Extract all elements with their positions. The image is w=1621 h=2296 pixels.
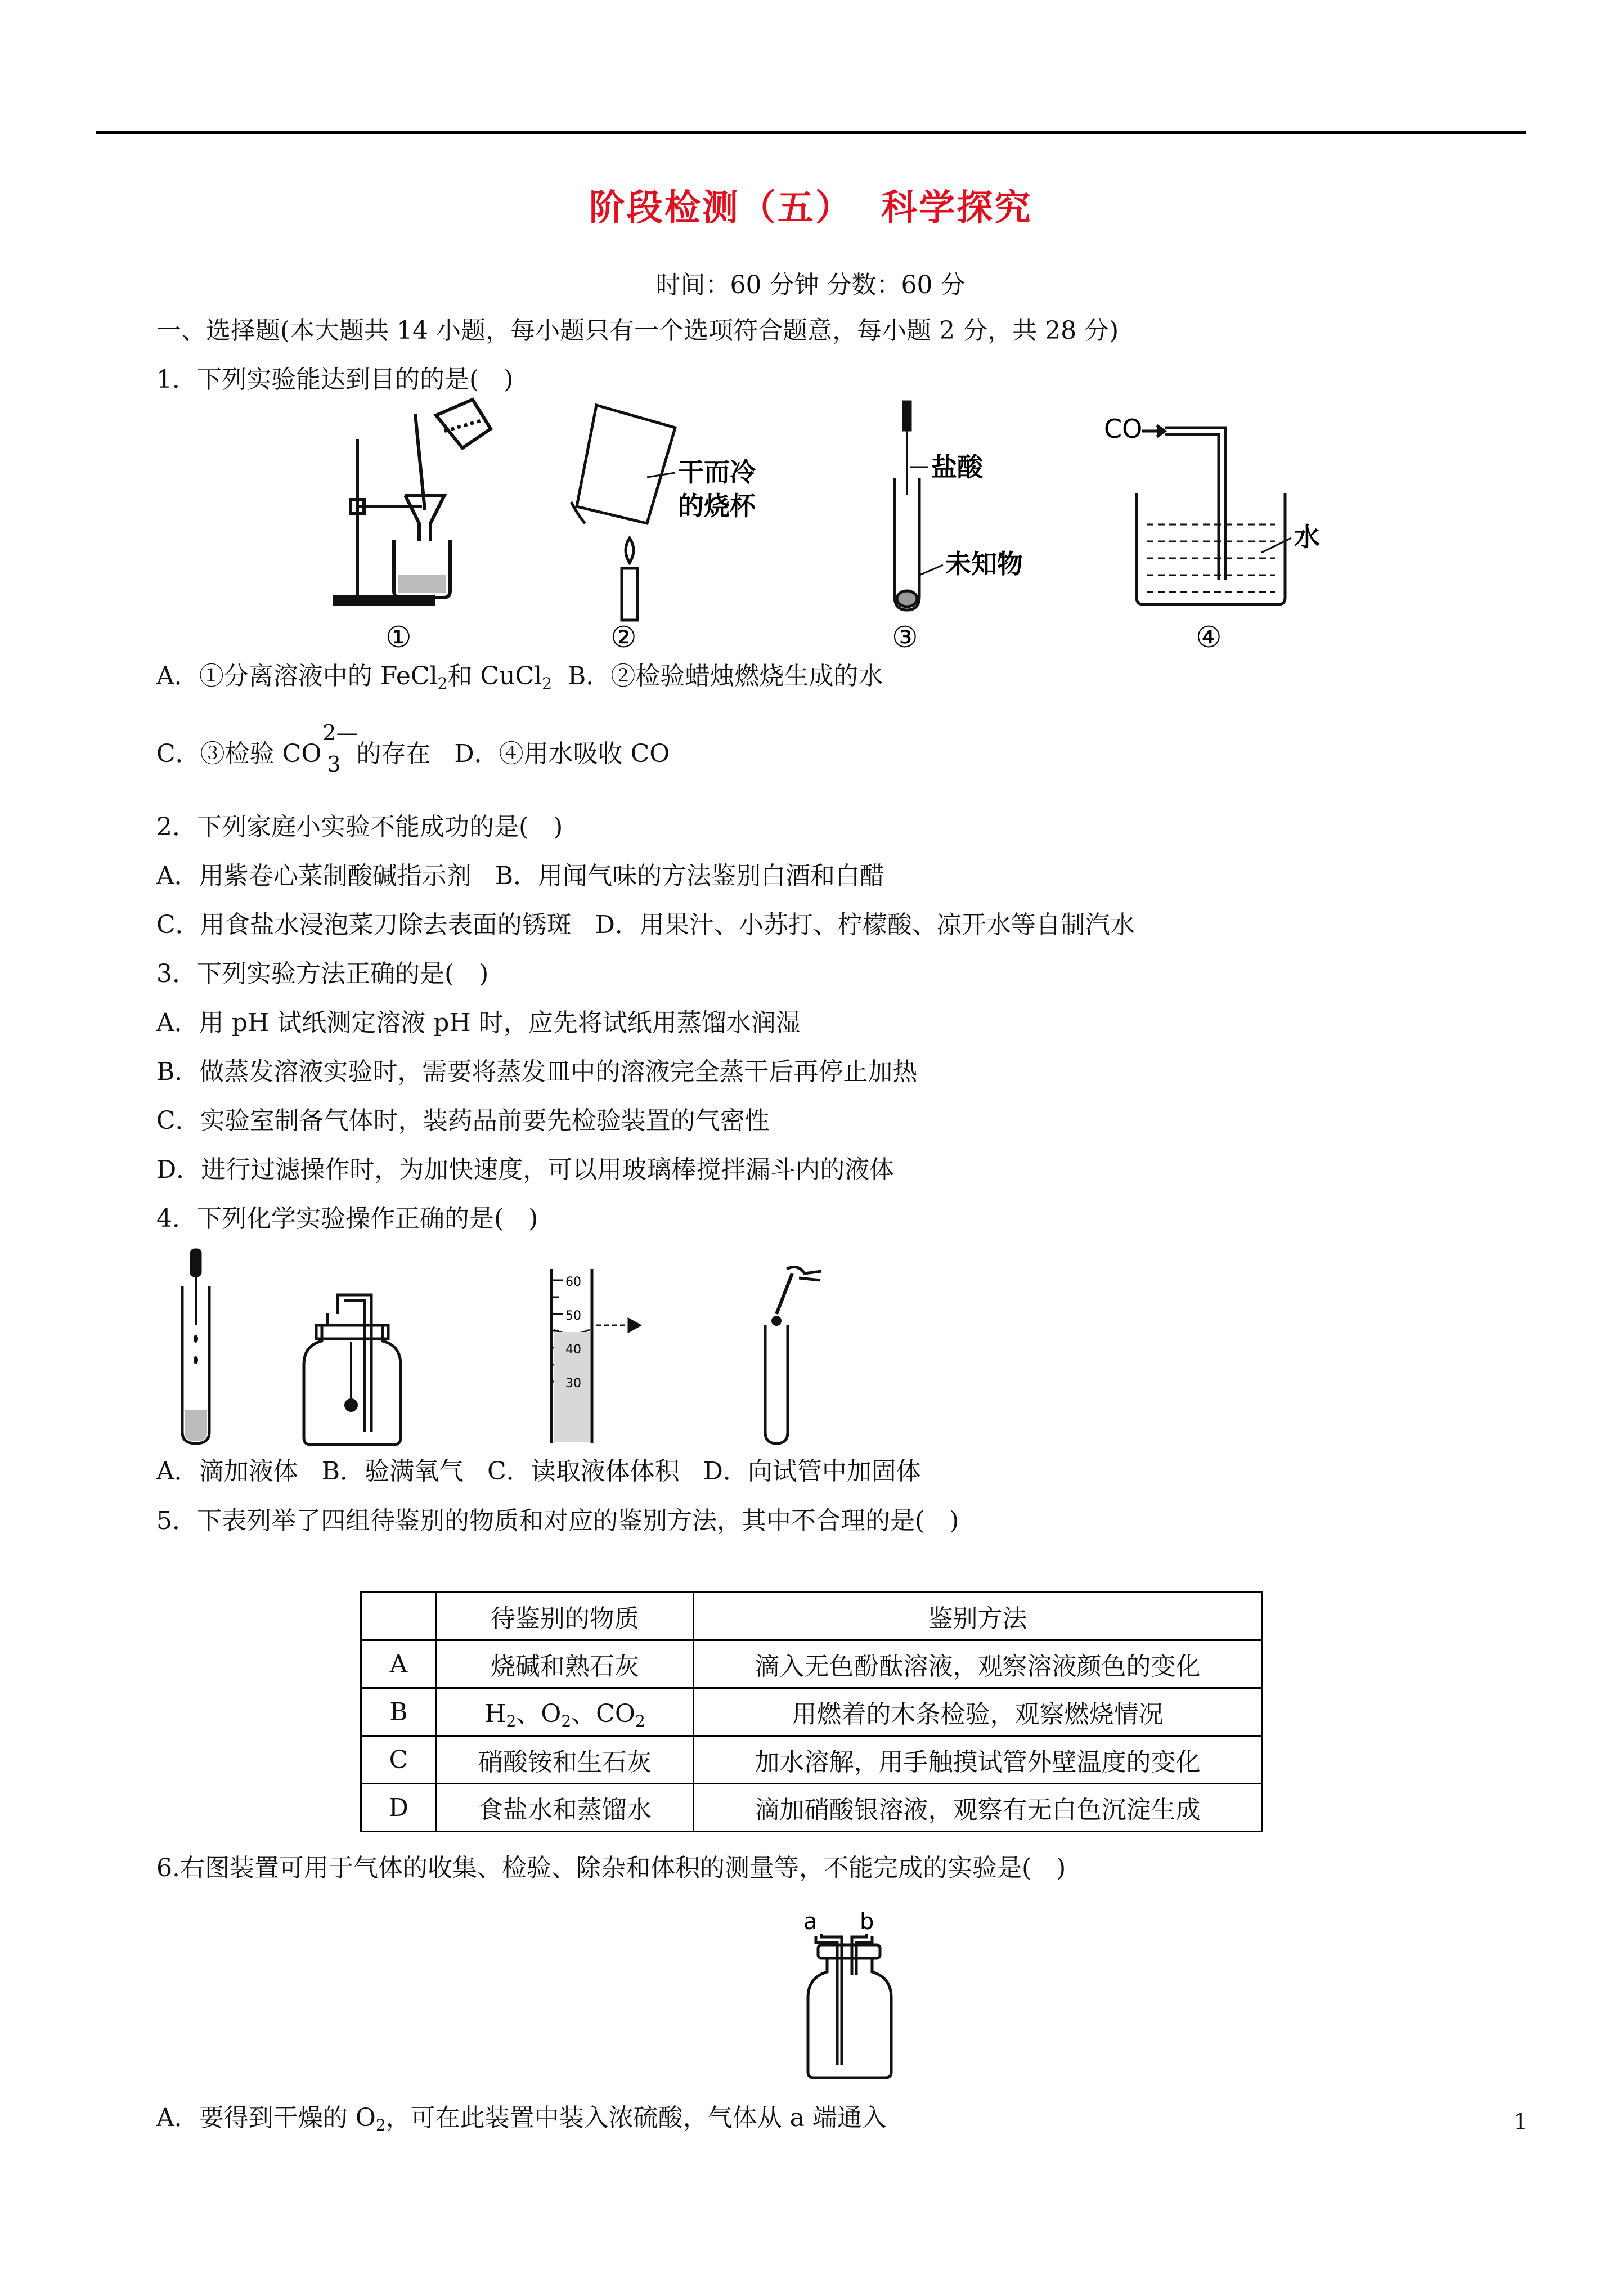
q1-fig4-water: 水	[1294, 522, 1320, 552]
page-number: 1	[1514, 2109, 1528, 2135]
q3-stem: 3．下列实验方法正确的是( )	[156, 959, 489, 988]
q6-option-a: A．要得到干燥的 $O_2$，可在此装置中装入浓硫酸，气体从 a 端通入	[156, 2104, 887, 2134]
row-label: D	[361, 1784, 437, 1832]
row-method: 用燃着的木条检验，观察燃烧情况	[694, 1688, 1262, 1736]
q1-fig2-label1: 干而冷	[678, 457, 756, 487]
gas-bottle	[304, 1295, 401, 1445]
q1-stem: 1．下列实验能达到目的的是( )	[156, 365, 514, 394]
row-label: B	[361, 1688, 437, 1736]
section-heading: 一、选择题(本大题共 14 小题，每小题只有一个选项符合题意，每小题 2 分，共 28 分)	[156, 316, 1119, 345]
q1-fig3-hcl: 盐酸	[931, 452, 983, 482]
graduated-cylinder	[551, 1269, 639, 1443]
q4-options: A．滴加液体 B．验满氧气 C．读取液体体积 D．向试管中加固体	[156, 1457, 921, 1486]
dropper-tube	[182, 1250, 209, 1443]
table-row	[361, 1688, 1262, 1736]
q1-fig1-number: ①	[385, 621, 412, 654]
q1-fig4-co: CO	[1104, 414, 1143, 444]
cold-beaker-candle	[571, 405, 675, 620]
scale-50: 50	[565, 1309, 581, 1323]
q4-stem: 4．下列化学实验操作正确的是( )	[156, 1204, 538, 1233]
table-row	[361, 1640, 1262, 1688]
row-method: 滴入无色酚酞溶液，观察溶液颜色的变化	[694, 1640, 1262, 1688]
q1-fig3-unknown: 未知物	[945, 549, 1023, 579]
table-row	[361, 1736, 1262, 1784]
q1-fig2-label2: 的烧杯	[678, 491, 756, 521]
q1-fig4-number: ④	[1196, 621, 1222, 654]
filtration-apparatus	[335, 400, 491, 604]
q6-stem: 6.右图装置可用于气体的收集、检验、除杂和体积的测量等，不能完成的实验是( )	[156, 1854, 1066, 1882]
table-header-substance: 待鉴别的物质	[436, 1593, 693, 1640]
table-row	[361, 1784, 1262, 1832]
row-method: 滴加硝酸银溶液，观察有无白色沉淀生成	[694, 1784, 1262, 1832]
scale-40: 40	[565, 1343, 581, 1357]
page-title: 阶段检测（五） 科学探究	[589, 187, 1032, 229]
beaker-co-absorption	[1137, 425, 1291, 604]
q6-label-a: a	[803, 1909, 818, 1935]
page-subtitle: 时间：60 分钟 分数：60 分	[655, 271, 966, 299]
table-header-row	[361, 1593, 1262, 1640]
q3-option-d: D．进行过滤操作时，为加快速度，可以用玻璃棒搅拌漏斗内的液体	[156, 1155, 895, 1184]
q2-stem: 2．下列家庭小实验不能成功的是( )	[156, 813, 563, 841]
test-tube-solid	[765, 1267, 821, 1443]
table-header-blank	[361, 1593, 437, 1640]
q2-options-ab: A．用紫卷心菜制酸碱指示剂 B．用闻气味的方法鉴别白酒和白醋	[156, 862, 885, 890]
q3-option-a: A．用 pH 试纸测定溶液 pH 时，应先将试纸用蒸馏水润湿	[156, 1008, 801, 1037]
row-substance: 食盐水和蒸馏水	[436, 1784, 693, 1832]
q3-option-b: B．做蒸发溶液实验时，需要将蒸发皿中的溶液完全蒸干后再停止加热	[156, 1057, 918, 1086]
q1-fig2-number: ②	[610, 621, 637, 654]
row-substance: 硝酸铵和生石灰	[436, 1736, 693, 1784]
q1-options-ab: A．①分离溶液中的 FeCl$_2$和 CuCl$_2$ B．②检验蜡烛燃烧生成的水	[156, 662, 883, 693]
q2-options-cd: C．用食盐水浸泡菜刀除去表面的锈斑 D．用果汁、小苏打、柠檬酸、凉开水等自制汽水	[156, 911, 1135, 939]
q6-gas-bottle	[788, 1908, 911, 2082]
test-tube-hcl	[895, 402, 943, 610]
row-substance: 烧碱和熟石灰	[436, 1640, 693, 1688]
header-rule	[96, 131, 1526, 134]
q5-table	[360, 1591, 1263, 1832]
scale-30: 30	[565, 1376, 581, 1391]
q1-fig3-number: ③	[892, 621, 918, 654]
q4-figure	[169, 1246, 900, 1449]
carbonate-charge: 2— 3	[322, 720, 358, 777]
q5-stem: 5．下表列举了四组待鉴别的物质和对应的鉴别方法，其中不合理的是( )	[156, 1506, 959, 1535]
q1-options-cd: C．③检验 CO 2— 3 的存在 D．④用水吸收 CO	[156, 720, 670, 777]
row-substance: $H_2$、$O_2$、$CO_2$	[436, 1688, 693, 1736]
row-label: A	[361, 1640, 437, 1688]
scale-60: 60	[565, 1275, 581, 1289]
row-label: C	[361, 1736, 437, 1784]
row-method: 加水溶解，用手触摸试管外壁温度的变化	[694, 1736, 1262, 1784]
q6-label-b: b	[860, 1909, 874, 1935]
table-header-method: 鉴别方法	[694, 1593, 1262, 1640]
q3-option-c: C．实验室制备气体时，装药品前要先检验装置的气密性	[156, 1106, 770, 1135]
q1-figure	[315, 394, 1384, 664]
